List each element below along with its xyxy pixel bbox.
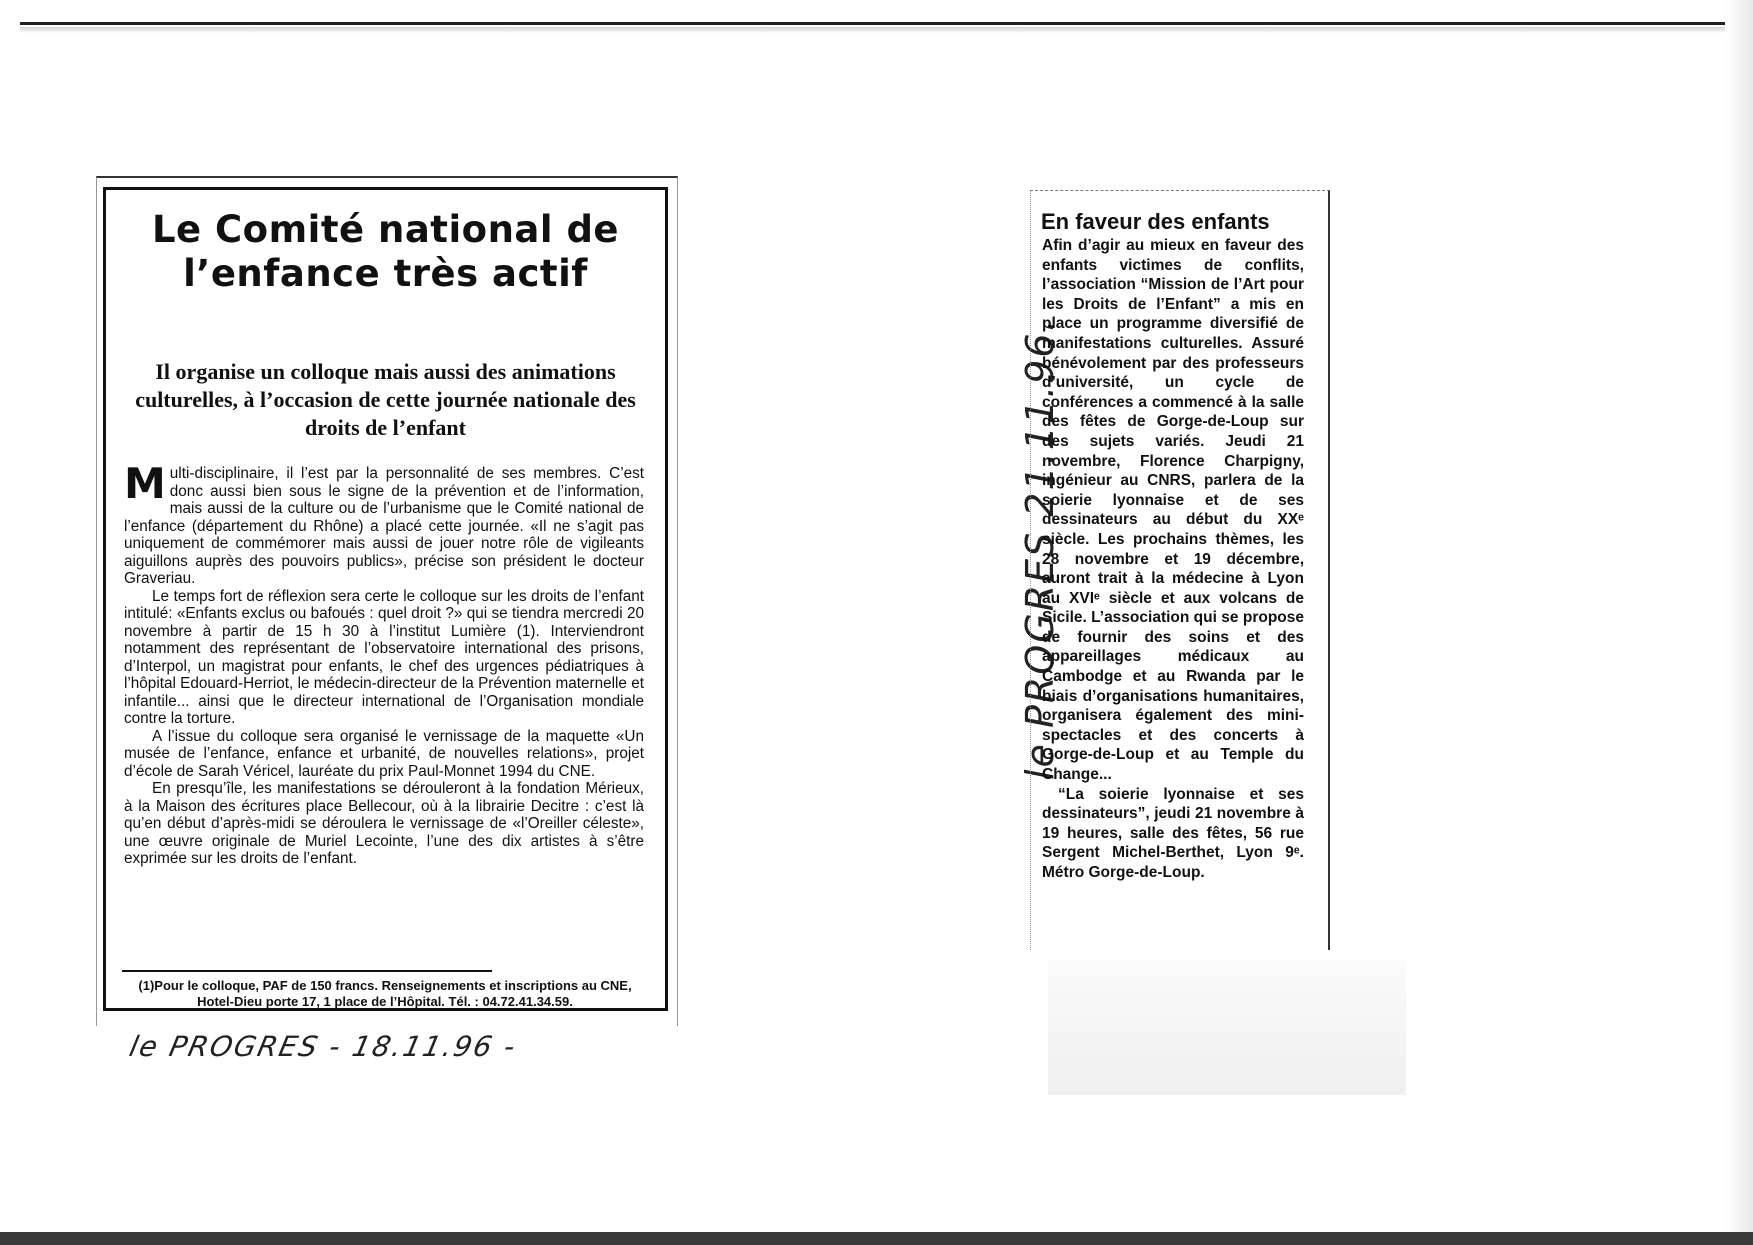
lead-paragraph [124, 459, 644, 588]
scan-top-edge [20, 22, 1733, 25]
brief-info: “La soierie lyonnaise et ses dessinateurs”, jeudi 21 novembre à 19 heures, salle des fêtes, 56 rue Sergent Michel-Berthet, Lyon 9ᵉ. Métro Gorge-de-Loup. [1042, 785, 1304, 881]
dropcap: M [124, 459, 166, 508]
body-paragraph: Le temps fort de réflexion sera certe le colloque sur les droits de l’enfant intitulé: «Enfants exclus ou bafoués : quel droit ?» qui se tiendra mercredi 20 novembre à partir de 15 h 30 à l’institut Lumière (1). Interviendront notamment des représentant de l’observatoire international des prisons, d’Interpol, un magistrat pour enfants, le chef des urgences pédiatriques à l’hôpital Edouard-Herriot, le médecin-directeur de la Prévention maternelle et infantile... ainsi que le directeur international de l’Organisation mondiale contre la torture. [124, 587, 644, 727]
footnote-rule [122, 970, 492, 972]
article-headline: Le Comité national de l’enfance très actif [151, 208, 620, 295]
brief-paragraph: Afin d’agir au mieux en faveur des enfants victimes de conflits, l’association “Mission de l’Art pour les Droits de l’Enfant” a mis en place un programme diversifié de manifestations culturelles. Assuré bénévolement par des professeurs d’université, un cycle de conférences a commencé à la salle des fêtes de Gorge-de-Loup sur des sujets variés. Jeudi 21 novembre, Florence Charpigny, ingénieur au CNRS, parlera de la soierie lyonnaise et de ses dessinateurs au début du XXᵉ siècle. Les prochains thèmes, les 28 novembre et 19 décembre, auront trait à la médecine à Lyon au XVIᵉ siècle et aux volcans de Sicile. L’association qui se propose de fournir des soins et des appareillages médicaux au Cambodge et au Rwanda par le biais d’organisations humanitaires, organisera également des mini-spectacles et des concerts à Gorge-de-Loup et au Temple du Change... [1042, 237, 1304, 784]
right-clipping-ghost [1048, 960, 1406, 1095]
body-paragraph: A l’issue du colloque sera organisé le vernissage de la maquette «Un musée de l’enfance, enfance et urbanité, de nouvelles relations», projet d’école de Sarah Véricel, lauréate du prix Paul-Monnet 1994 du CNE. [124, 727, 644, 780]
scan-top-shadow [20, 27, 1733, 33]
brief-title: En faveur des enfants [1041, 209, 1270, 234]
article-subhead: Il organise un colloque mais aussi des animations culturelles, à l’occasion de cette journée nationale des droits de l’enfant [135, 359, 636, 440]
article-footnote: (1)Pour le colloque, PAF de 150 francs. Renseignements et inscriptions au CNE, Hotel-Dieu porte 17, 1 place de l’Hôpital. Tél. : 04.72.41.34.59. [138, 978, 632, 1009]
handwritten-source-note: le PROGRES - 18.11.96 - [126, 1030, 521, 1063]
lead-text: ulti-disciplinaire, il l’est par la personnalité de ses membres. C’est donc aussi bien sous le signe de la prévention et de l’information, mais aussi de la culture ou de l’urbanisme que le Comité national de l’enfance (département du Rhône) a placé cette journée. «Il ne s’agit pas uniquement de commémorer mais aussi de jouer notre rôle de vigileants aiguillons auprès des pouvoirs publics», précise son président le docteur Graveriau. [124, 465, 644, 587]
scan-right-edge [1725, 0, 1753, 1245]
body-paragraph: En presqu’île, les manifestations se dérouleront à la fondation Mérieux, à la Maison des écritures place Bellecour, où à la librairie Decitre : c’est là qu’en début d’après-midi se déroulera le vernissage de «l’Oreiller céleste», une œuvre originale de Muriel Lecointe, l’une des dix artistes à s’être exprimée sur les droits de l’enfant. [124, 780, 644, 867]
scan-bottom-edge [0, 1232, 1753, 1245]
brief-body [1042, 236, 1304, 883]
right-newspaper-clipping [1030, 190, 1330, 950]
left-newspaper-clipping [103, 187, 668, 1011]
article-body [124, 459, 644, 868]
handwritten-vertical-note: le PROGRES 21.11.96. [1018, 317, 1062, 780]
